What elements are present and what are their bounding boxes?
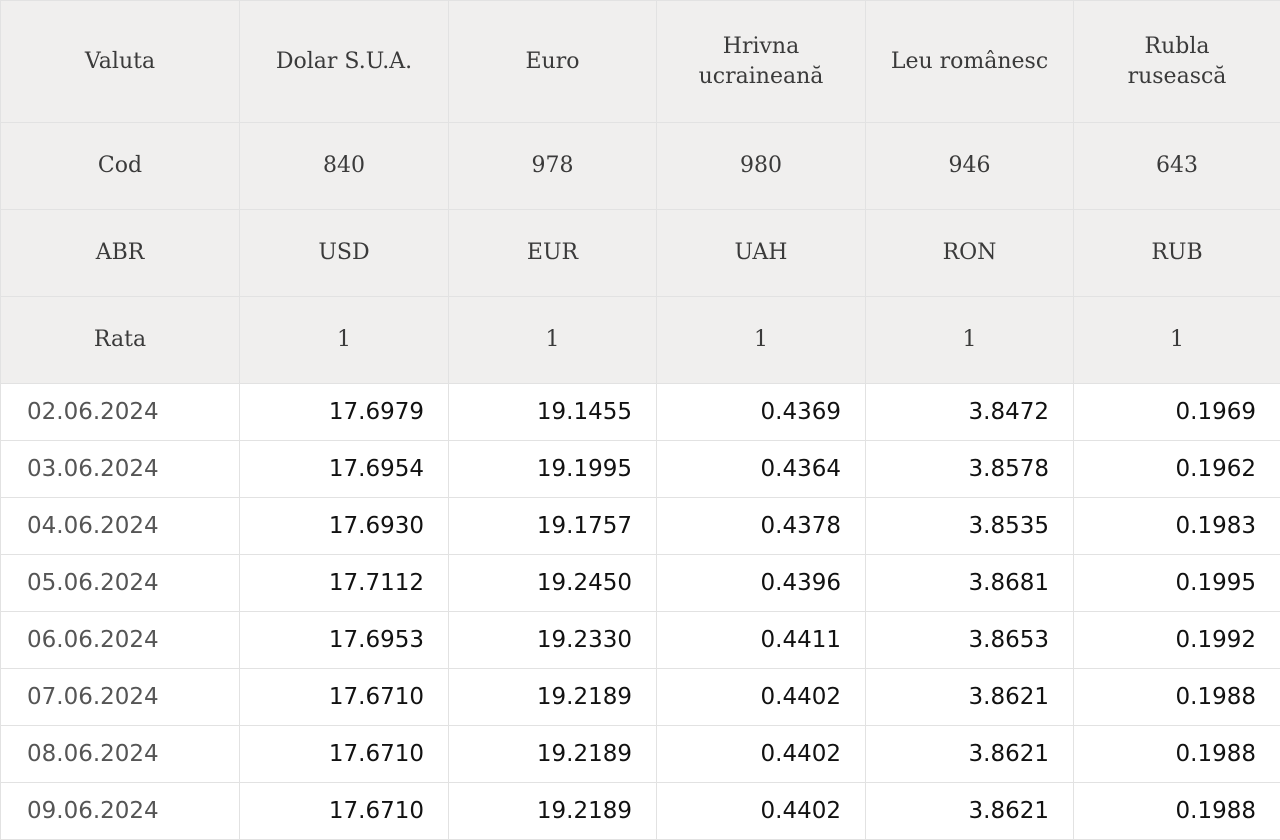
currency-rate-eur: 1 <box>449 297 657 384</box>
currency-name-eur: Euro <box>449 1 657 123</box>
abbr-row-label: ABR <box>1 210 240 297</box>
rate-cell-rub: 0.1988 <box>1074 783 1280 840</box>
rate-cell-usd: 17.6953 <box>240 612 449 669</box>
rate-cell-eur: 19.1995 <box>449 441 657 498</box>
rate-cell-uah: 0.4411 <box>657 612 866 669</box>
rate-cell-ron: 3.8472 <box>866 384 1074 441</box>
rate-cell-eur: 19.1455 <box>449 384 657 441</box>
currency-code-rub: 643 <box>1074 123 1280 210</box>
table-header <box>1 1 1280 384</box>
rate-cell-rub: 0.1969 <box>1074 384 1280 441</box>
currency-abbr-ron: RON <box>866 210 1074 297</box>
currency-rate-row <box>1 297 1280 384</box>
header-label-cell: Valuta <box>1 1 240 123</box>
rate-cell-eur: 19.1757 <box>449 498 657 555</box>
rate-cell-eur: 19.2189 <box>449 726 657 783</box>
date-cell: 04.06.2024 <box>1 498 240 555</box>
rate-cell-ron: 3.8653 <box>866 612 1074 669</box>
currency-abbr-eur: EUR <box>449 210 657 297</box>
currency-rate-rub: 1 <box>1074 297 1280 384</box>
table-body <box>1 384 1280 840</box>
table-row <box>1 669 1280 726</box>
table-row <box>1 384 1280 441</box>
rate-cell-usd: 17.6710 <box>240 669 449 726</box>
currency-rate-usd: 1 <box>240 297 449 384</box>
rate-cell-ron: 3.8621 <box>866 669 1074 726</box>
currency-abbr-rub: RUB <box>1074 210 1280 297</box>
table-row <box>1 783 1280 840</box>
rate-cell-ron: 3.8621 <box>866 726 1074 783</box>
date-cell: 05.06.2024 <box>1 555 240 612</box>
table-row <box>1 498 1280 555</box>
table-row <box>1 555 1280 612</box>
date-cell: 09.06.2024 <box>1 783 240 840</box>
currency-code-row <box>1 123 1280 210</box>
rate-cell-rub: 0.1992 <box>1074 612 1280 669</box>
currency-name-rub: Rubla rusească <box>1074 1 1280 123</box>
table-row <box>1 612 1280 669</box>
rate-cell-uah: 0.4364 <box>657 441 866 498</box>
currency-code-eur: 978 <box>449 123 657 210</box>
currency-rate-uah: 1 <box>657 297 866 384</box>
rate-cell-uah: 0.4402 <box>657 669 866 726</box>
rate-cell-eur: 19.2330 <box>449 612 657 669</box>
rate-cell-usd: 17.6710 <box>240 783 449 840</box>
date-cell: 06.06.2024 <box>1 612 240 669</box>
date-cell: 02.06.2024 <box>1 384 240 441</box>
currency-rate-ron: 1 <box>866 297 1074 384</box>
rate-row-label: Rata <box>1 297 240 384</box>
currency-name-row <box>1 1 1280 123</box>
currency-name-usd: Dolar S.U.A. <box>240 1 449 123</box>
rate-cell-uah: 0.4378 <box>657 498 866 555</box>
currency-name-uah: Hrivna ucraineană <box>657 1 866 123</box>
rate-cell-rub: 0.1995 <box>1074 555 1280 612</box>
currency-code-ron: 946 <box>866 123 1074 210</box>
rate-cell-usd: 17.7112 <box>240 555 449 612</box>
rate-cell-eur: 19.2450 <box>449 555 657 612</box>
currency-abbr-row <box>1 210 1280 297</box>
date-cell: 07.06.2024 <box>1 669 240 726</box>
rate-cell-usd: 17.6954 <box>240 441 449 498</box>
rate-cell-rub: 0.1988 <box>1074 669 1280 726</box>
currency-code-usd: 840 <box>240 123 449 210</box>
date-cell: 03.06.2024 <box>1 441 240 498</box>
rate-cell-rub: 0.1983 <box>1074 498 1280 555</box>
currency-abbr-usd: USD <box>240 210 449 297</box>
rate-cell-rub: 0.1962 <box>1074 441 1280 498</box>
table-row <box>1 726 1280 783</box>
date-cell: 08.06.2024 <box>1 726 240 783</box>
currency-abbr-uah: UAH <box>657 210 866 297</box>
rate-cell-ron: 3.8535 <box>866 498 1074 555</box>
rate-cell-ron: 3.8621 <box>866 783 1074 840</box>
code-row-label: Cod <box>1 123 240 210</box>
currency-code-uah: 980 <box>657 123 866 210</box>
rate-cell-uah: 0.4402 <box>657 726 866 783</box>
rate-cell-ron: 3.8681 <box>866 555 1074 612</box>
rate-cell-usd: 17.6710 <box>240 726 449 783</box>
rate-cell-usd: 17.6930 <box>240 498 449 555</box>
rate-cell-uah: 0.4402 <box>657 783 866 840</box>
rate-cell-eur: 19.2189 <box>449 783 657 840</box>
rate-cell-uah: 0.4369 <box>657 384 866 441</box>
rate-cell-rub: 0.1988 <box>1074 726 1280 783</box>
table-row <box>1 441 1280 498</box>
rate-cell-uah: 0.4396 <box>657 555 866 612</box>
currency-name-ron: Leu românesc <box>866 1 1074 123</box>
rate-cell-ron: 3.8578 <box>866 441 1074 498</box>
rate-cell-eur: 19.2189 <box>449 669 657 726</box>
rate-cell-usd: 17.6979 <box>240 384 449 441</box>
